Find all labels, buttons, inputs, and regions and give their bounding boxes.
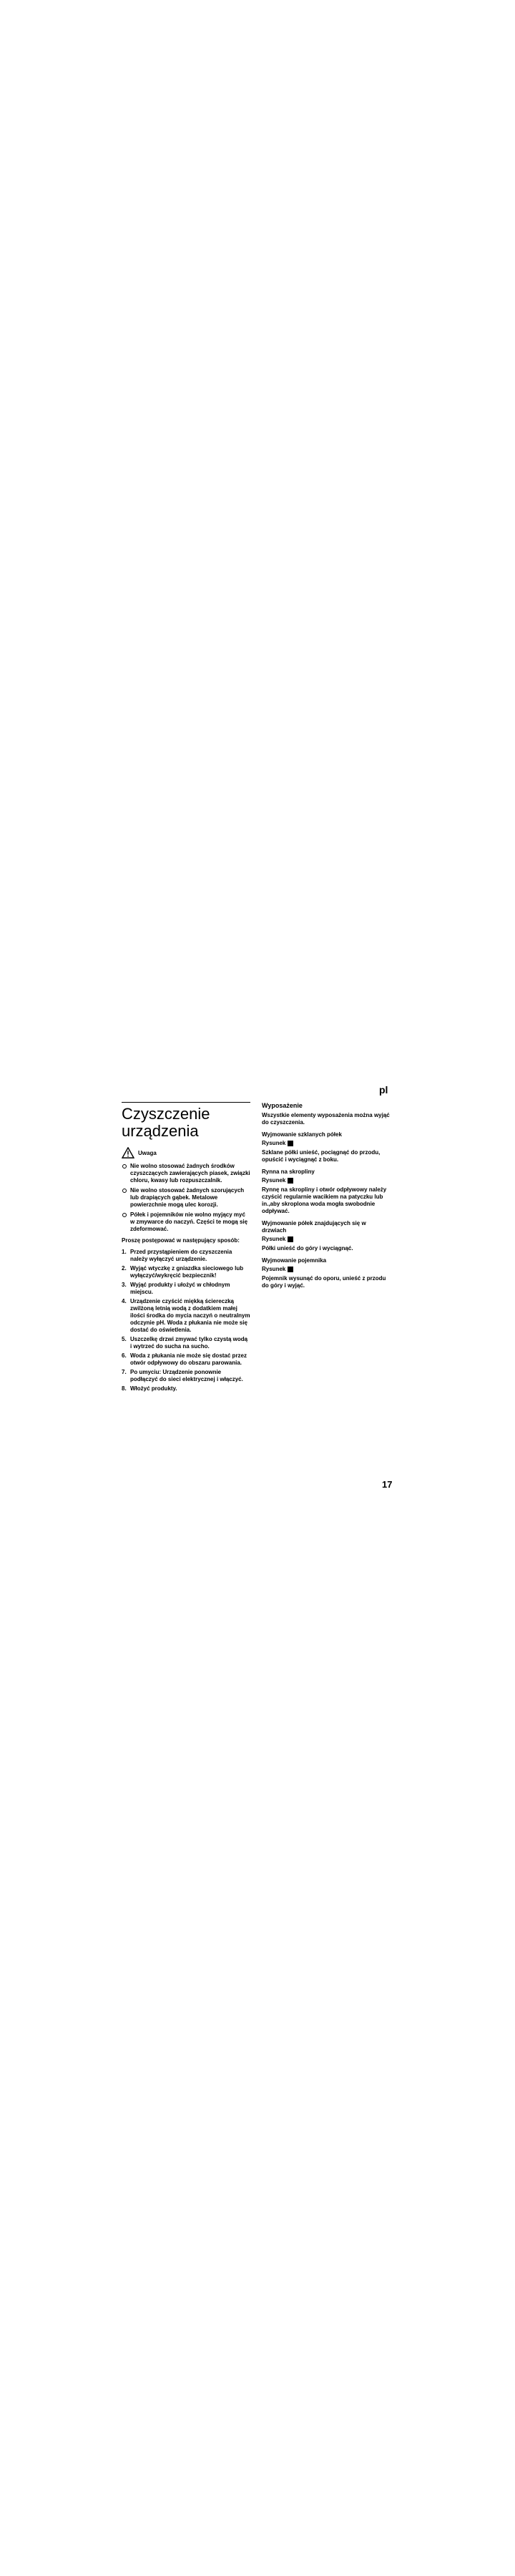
figure-marker-icon [288, 1178, 293, 1184]
warning-bullet: Półek i pojemników nie wolno myjący myć w zmywarce do naczyń. Części te mogą się zdeformować. [122, 1211, 250, 1233]
warning-triangle-icon [122, 1147, 134, 1158]
step-number: 5. [122, 1336, 127, 1342]
right-column [262, 1102, 391, 1294]
step-text: Przed przystąpieniem do czyszczenia należy wyłączyć urządzenie. [130, 1249, 232, 1262]
step-number: 4. [122, 1298, 127, 1304]
step-text: Urządzenie czyścić miękką ściereczką zwilżoną letnią wodą z dodatkiem małej ilości środka do mycia naczyń o neutralnym odczynie pH. Woda z płukania nie może się dostać do oświetlenia. [130, 1298, 250, 1333]
step-text: Po umyciu: Urządzenie ponownie podłączyć do sieci elektrycznej i włączyć. [130, 1369, 243, 1382]
step-number: 8. [122, 1385, 127, 1392]
subsection-text: Półki unieść do góry i wyciągnąć. [262, 1245, 353, 1252]
subsection-title: Rynna na skropliny [262, 1169, 315, 1175]
figure-label: Rysunek [262, 1140, 286, 1146]
warning-bullet: Nie wolno stosować żadnych środków czyszczących zawierających piasek, związki chloru, kwasy lub rozpuszczalnik. [122, 1163, 250, 1184]
step-text: Woda z płukania nie może się dostać przez otwór odpływowy do obszaru parowania. [130, 1352, 247, 1366]
subsection-door-shelves [262, 1220, 391, 1252]
figure-ref [262, 1140, 391, 1147]
warning-list [122, 1163, 250, 1233]
step-text: Uszczelkę drzwi zmywać tylko czystą wodą i wytrzeć do sucha na sucho. [130, 1336, 248, 1350]
step-number: 1. [122, 1249, 127, 1255]
section-heading: Wyposażenie [262, 1102, 303, 1109]
figure-label: Rysunek [262, 1236, 286, 1242]
language-tag: pl [379, 1084, 388, 1096]
step-item [122, 1265, 250, 1279]
figure-ref [262, 1236, 391, 1243]
subsection-title: Wyjmowanie szklanych półek [262, 1131, 342, 1138]
left-column [122, 1102, 250, 1395]
step-number: 6. [122, 1352, 127, 1359]
section-intro: Wszystkie elementy wyposażenia można wyjąć do czyszczenia. [262, 1112, 390, 1126]
step-item [122, 1249, 250, 1263]
subsection-container [262, 1257, 391, 1289]
page-title [122, 1106, 250, 1140]
subsection-text: Pojemnik wysunąć do oporu, unieść z przodu do góry i wyjąć. [262, 1275, 386, 1289]
step-item [122, 1385, 250, 1392]
subsection-glass-shelves [262, 1131, 391, 1163]
steps-list [122, 1249, 250, 1392]
figure-label: Rysunek [262, 1266, 286, 1272]
figure-marker-icon [288, 1267, 293, 1272]
step-item [122, 1369, 250, 1383]
figure-marker-icon [288, 1141, 293, 1146]
warning-bullet: Nie wolno stosować żadnych szorujących lub drapiących gąbek. Metalowe powierzchnie mogą ulec korozji. [122, 1187, 250, 1209]
subsection-title: Wyjmowanie pojemnika [262, 1257, 327, 1264]
section-rule [122, 1102, 250, 1103]
step-item [122, 1352, 250, 1367]
step-text: Wyjąć produkty i ułożyć w chłodnym miejscu. [130, 1282, 230, 1295]
warning-label: Uwaga [138, 1149, 157, 1156]
subsection-text: Rynnę na skropliny i otwór odpływowy należy czyścić regularnie wacikiem na patyczku lub in.,aby skroplona woda mogła swobodnie odpływać. [262, 1186, 387, 1214]
title-line-1: Czyszczenie [122, 1105, 210, 1123]
warning-block [122, 1147, 250, 1158]
step-item [122, 1336, 250, 1350]
step-number: 7. [122, 1369, 127, 1375]
step-item [122, 1282, 250, 1296]
step-text: Wyjąć wtyczkę z gniazdka sieciowego lub wyłączyć/wykręcić bezpiecznik! [130, 1265, 244, 1279]
step-text: Włożyć produkty. [130, 1385, 177, 1392]
figure-marker-icon [288, 1236, 293, 1242]
steps-intro: Proszę postępować w następujący sposób: [122, 1237, 240, 1244]
title-line-2: urządzenia [122, 1122, 199, 1140]
page-number: 17 [382, 1479, 393, 1490]
figure-label: Rysunek [262, 1177, 286, 1184]
figure-ref [262, 1266, 391, 1273]
step-item [122, 1298, 250, 1334]
subsection-drip-channel [262, 1169, 391, 1215]
figure-ref [262, 1177, 391, 1184]
step-number: 3. [122, 1282, 127, 1288]
subsection-title: Wyjmowanie półek znajdujących się w drzwiach [262, 1220, 366, 1234]
step-number: 2. [122, 1265, 127, 1272]
subsection-text: Szklane półki unieść, pociągnąć do przodu, opuścić i wyciągnąć z boku. [262, 1149, 381, 1163]
